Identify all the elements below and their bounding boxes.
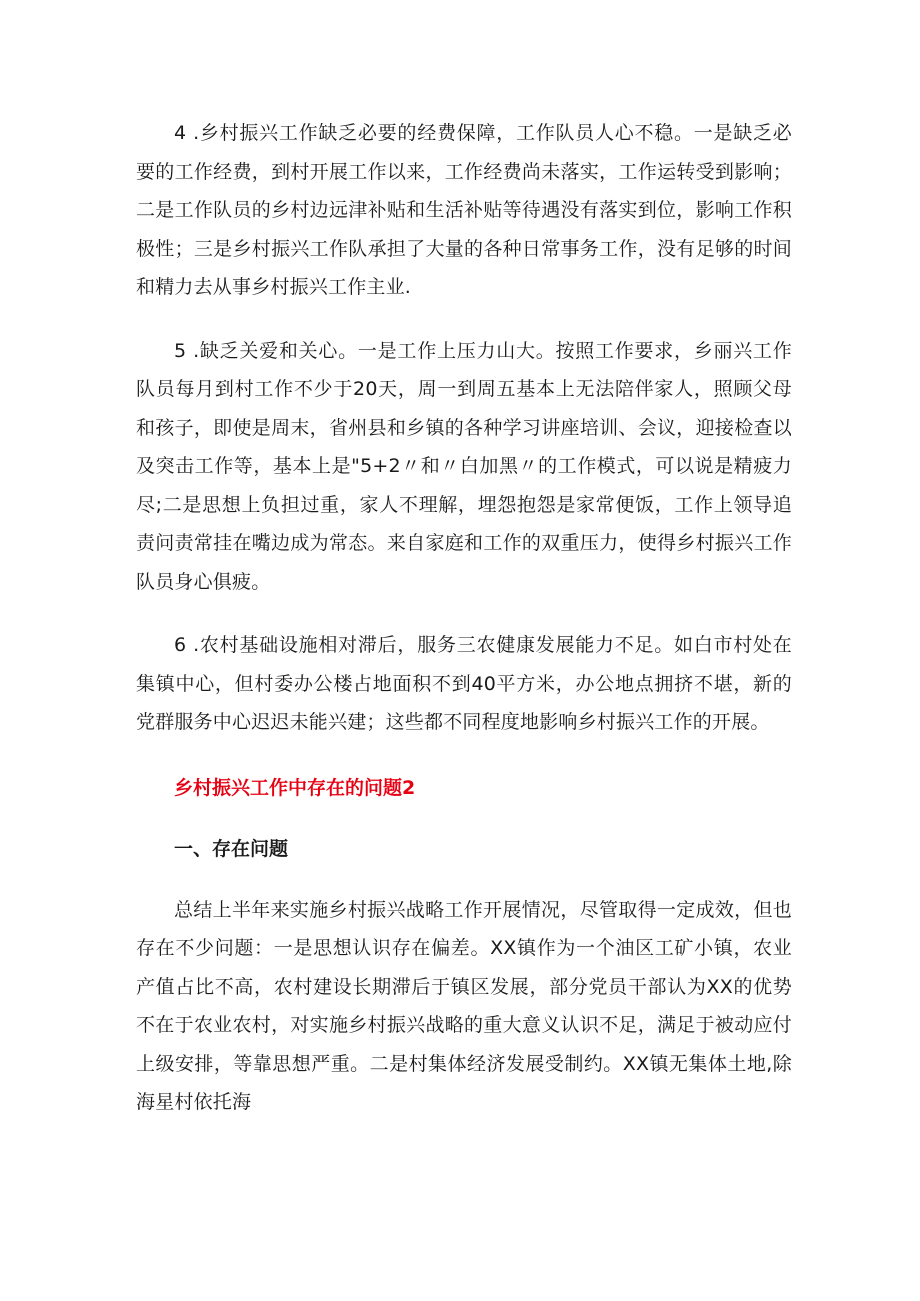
summary-paragraph: 总结上半年来实施乡村振兴战略工作开展情况，尽管取得一定成效，但也存在不少问题：一是思想认识存在偏差。XX镇作为一个油区工矿小镇，农业产值占比不高，农村建设长期滞后于镇区发展，部分党员干部认为XX的优势不在于农业农村，对实施乡村振兴战略的重大意义认识不足，满足于被动应付上级安排，等靠思想严重。二是村集体经济发展受制约。XX镇无集体土地,除海星村依托海 [136,898,792,1113]
paragraph-6: 6 .农村基础设施相对滞后，服务三农健康发展能力不足。如白市村处在集镇中心，但村委办公楼占地面积不到40平方米，办公地点拥挤不堪，新的党群服务中心迟迟未能兴建；这些都不同程度地影响乡村振兴工作的开展。 [136,634,792,733]
paragraph-5: 5 .缺乏关爱和关心。一是工作上压力山大。按照工作要求，乡丽兴工作队员每月到村工作不少于20天，周一到周五基本上无法陪伴家人，照顾父母和孩子，即使是周末，省州县和乡镇的各种学习讲座培训、会议，迎接检查以及突击工作等，基本上是"5+2〃和〃白加黑〃的工作模式，可以说是精疲力尽;二是思想上负担过重，家人不理解，埋怨抱怨是家常便饭，工作上领导追责问责常挂在嘴边成为常态。来自家庭和工作的双重压力，使得乡村振兴工作队员身心俱疲。 [136,339,792,593]
red-heading: 乡村振兴工作中存在的问题2 [174,776,416,799]
document-page [136,114,792,1122]
paragraph-4: 4 .乡村振兴工作缺乏必要的经费保障，工作队员人心不稳。一是缺乏必要的工作经费，到村开展工作以来，工作经费尚未落实，工作运转受到影响；二是工作队员的乡村边远津补贴和生活补贴等待遇没有落实到位，影响工作积极性；三是乡村振兴工作队承担了大量的各种日常事务工作，没有足够的时间和精力去从事乡村振兴工作主业. [136,122,792,298]
section-heading: 一、存在问题 [174,838,289,860]
